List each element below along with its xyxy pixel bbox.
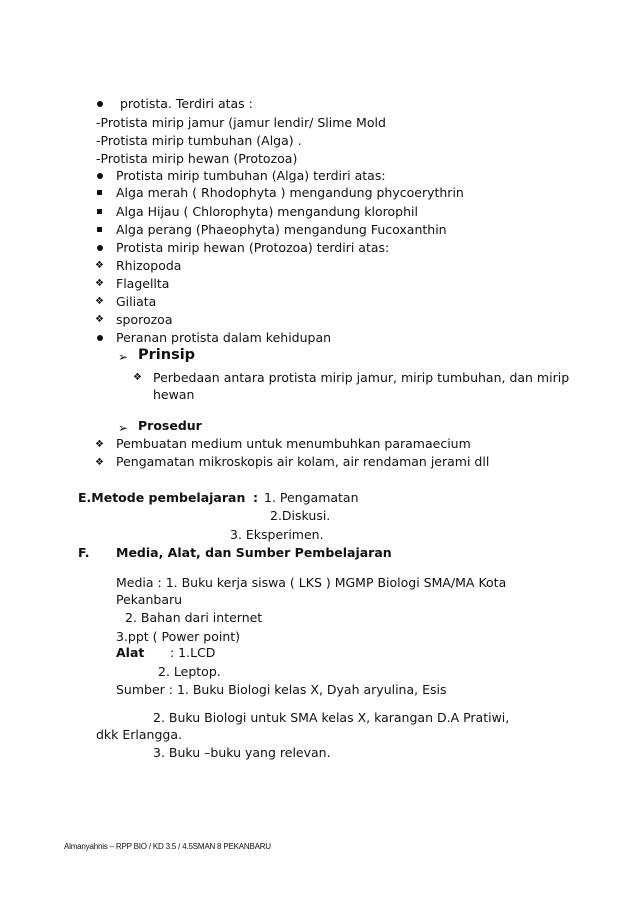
list-item: Peranan protista dalam kehidupan xyxy=(116,330,332,345)
bullet-dot-icon xyxy=(97,335,103,341)
section-e-title: E.Metode pembelajaran xyxy=(78,490,246,505)
bullet-diamond-icon: ❖ xyxy=(95,457,104,468)
bullet-diamond-icon: ❖ xyxy=(95,314,104,325)
bullet-dot-icon xyxy=(97,101,103,107)
list-item: Perbedaan antara protista mirip jamur, mirip tumbuhan, dan mirip xyxy=(153,370,570,385)
list-item: sporozoa xyxy=(116,312,173,327)
text-line: 3.ppt ( Power point) xyxy=(116,629,241,644)
bullet-square-icon xyxy=(97,227,102,232)
prosedur-heading: Prosedur xyxy=(138,418,202,433)
list-item: Alga merah ( Rhodophyta ) mengandung phycoerythrin xyxy=(116,185,464,200)
bullet-diamond-icon: ❖ xyxy=(95,296,104,307)
text-line: 2. Buku Biologi untuk SMA kelas X, karangan D.A Pratiwi, xyxy=(153,710,510,725)
list-item: hewan xyxy=(153,387,195,402)
prinsip-heading: Prinsip xyxy=(138,347,196,363)
list-item: Pembuatan medium untuk menumbuhkan paramaecium xyxy=(116,436,471,451)
text-line: 2. Bahan dari internet xyxy=(125,610,263,625)
list-item: 3. Eksperimen. xyxy=(230,527,324,542)
list-item: Giliata xyxy=(116,294,157,309)
list-item: Rhizopoda xyxy=(116,258,182,273)
section-f-label: F. xyxy=(78,545,90,560)
text-line: Pekanbaru xyxy=(116,592,183,607)
bullet-square-icon xyxy=(97,190,102,195)
bullet-dot-icon xyxy=(97,245,103,251)
list-item: Protista mirip tumbuhan (Alga) terdiri atas: xyxy=(116,168,386,183)
alat-label: Alat xyxy=(116,645,145,660)
list-item: Alga Hijau ( Chlorophyta) mengandung klorophil xyxy=(116,204,418,219)
text-line: 3. Buku –buku yang relevan. xyxy=(153,745,331,760)
text-line: protista. Terdiri atas : xyxy=(120,96,253,111)
text-line: -Protista mirip jamur (jamur lendir/ Slime Mold xyxy=(96,115,386,130)
bullet-diamond-icon: ❖ xyxy=(95,260,104,271)
section-f-title: Media, Alat, dan Sumber Pembelajaran xyxy=(116,545,392,560)
arrow-bullet-icon: ➢ xyxy=(118,350,129,364)
list-item: Pengamatan mikroskopis air kolam, air rendaman jerami dll xyxy=(116,454,490,469)
bullet-diamond-icon: ❖ xyxy=(133,372,142,383)
page-footer: Almanyahnis – RPP BIO / KD 3.5 / 4.5SMAN 8 PEKANBARU xyxy=(64,842,271,851)
bullet-dot-icon xyxy=(97,173,103,179)
bullet-diamond-icon: ❖ xyxy=(95,439,104,450)
bullet-diamond-icon: ❖ xyxy=(95,278,104,289)
list-item: Alga perang (Phaeophyta) mengandung Fucoxanthin xyxy=(116,222,447,237)
text-line: dkk Erlangga. xyxy=(96,727,182,742)
text-line: 2. Leptop. xyxy=(158,664,221,679)
text-line: Media : 1. Buku kerja siswa ( LKS ) MGMP Biologi SMA/MA Kota xyxy=(116,575,507,590)
section-e-colon: : xyxy=(253,490,258,505)
bullet-square-icon xyxy=(97,209,102,214)
text-line: : 1.LCD xyxy=(170,645,216,660)
arrow-bullet-icon: ➢ xyxy=(118,421,129,435)
list-item: Flagellta xyxy=(116,276,170,291)
list-item: 2.Diskusi. xyxy=(270,508,331,523)
list-item: Protista mirip hewan (Protozoa) terdiri atas: xyxy=(116,240,390,255)
text-line: Sumber : 1. Buku Biologi kelas X, Dyah aryulina, Esis xyxy=(116,682,447,697)
text-line: -Protista mirip tumbuhan (Alga) . xyxy=(96,133,302,148)
text-line: -Protista mirip hewan (Protozoa) xyxy=(96,151,298,166)
list-item: 1. Pengamatan xyxy=(264,490,359,505)
